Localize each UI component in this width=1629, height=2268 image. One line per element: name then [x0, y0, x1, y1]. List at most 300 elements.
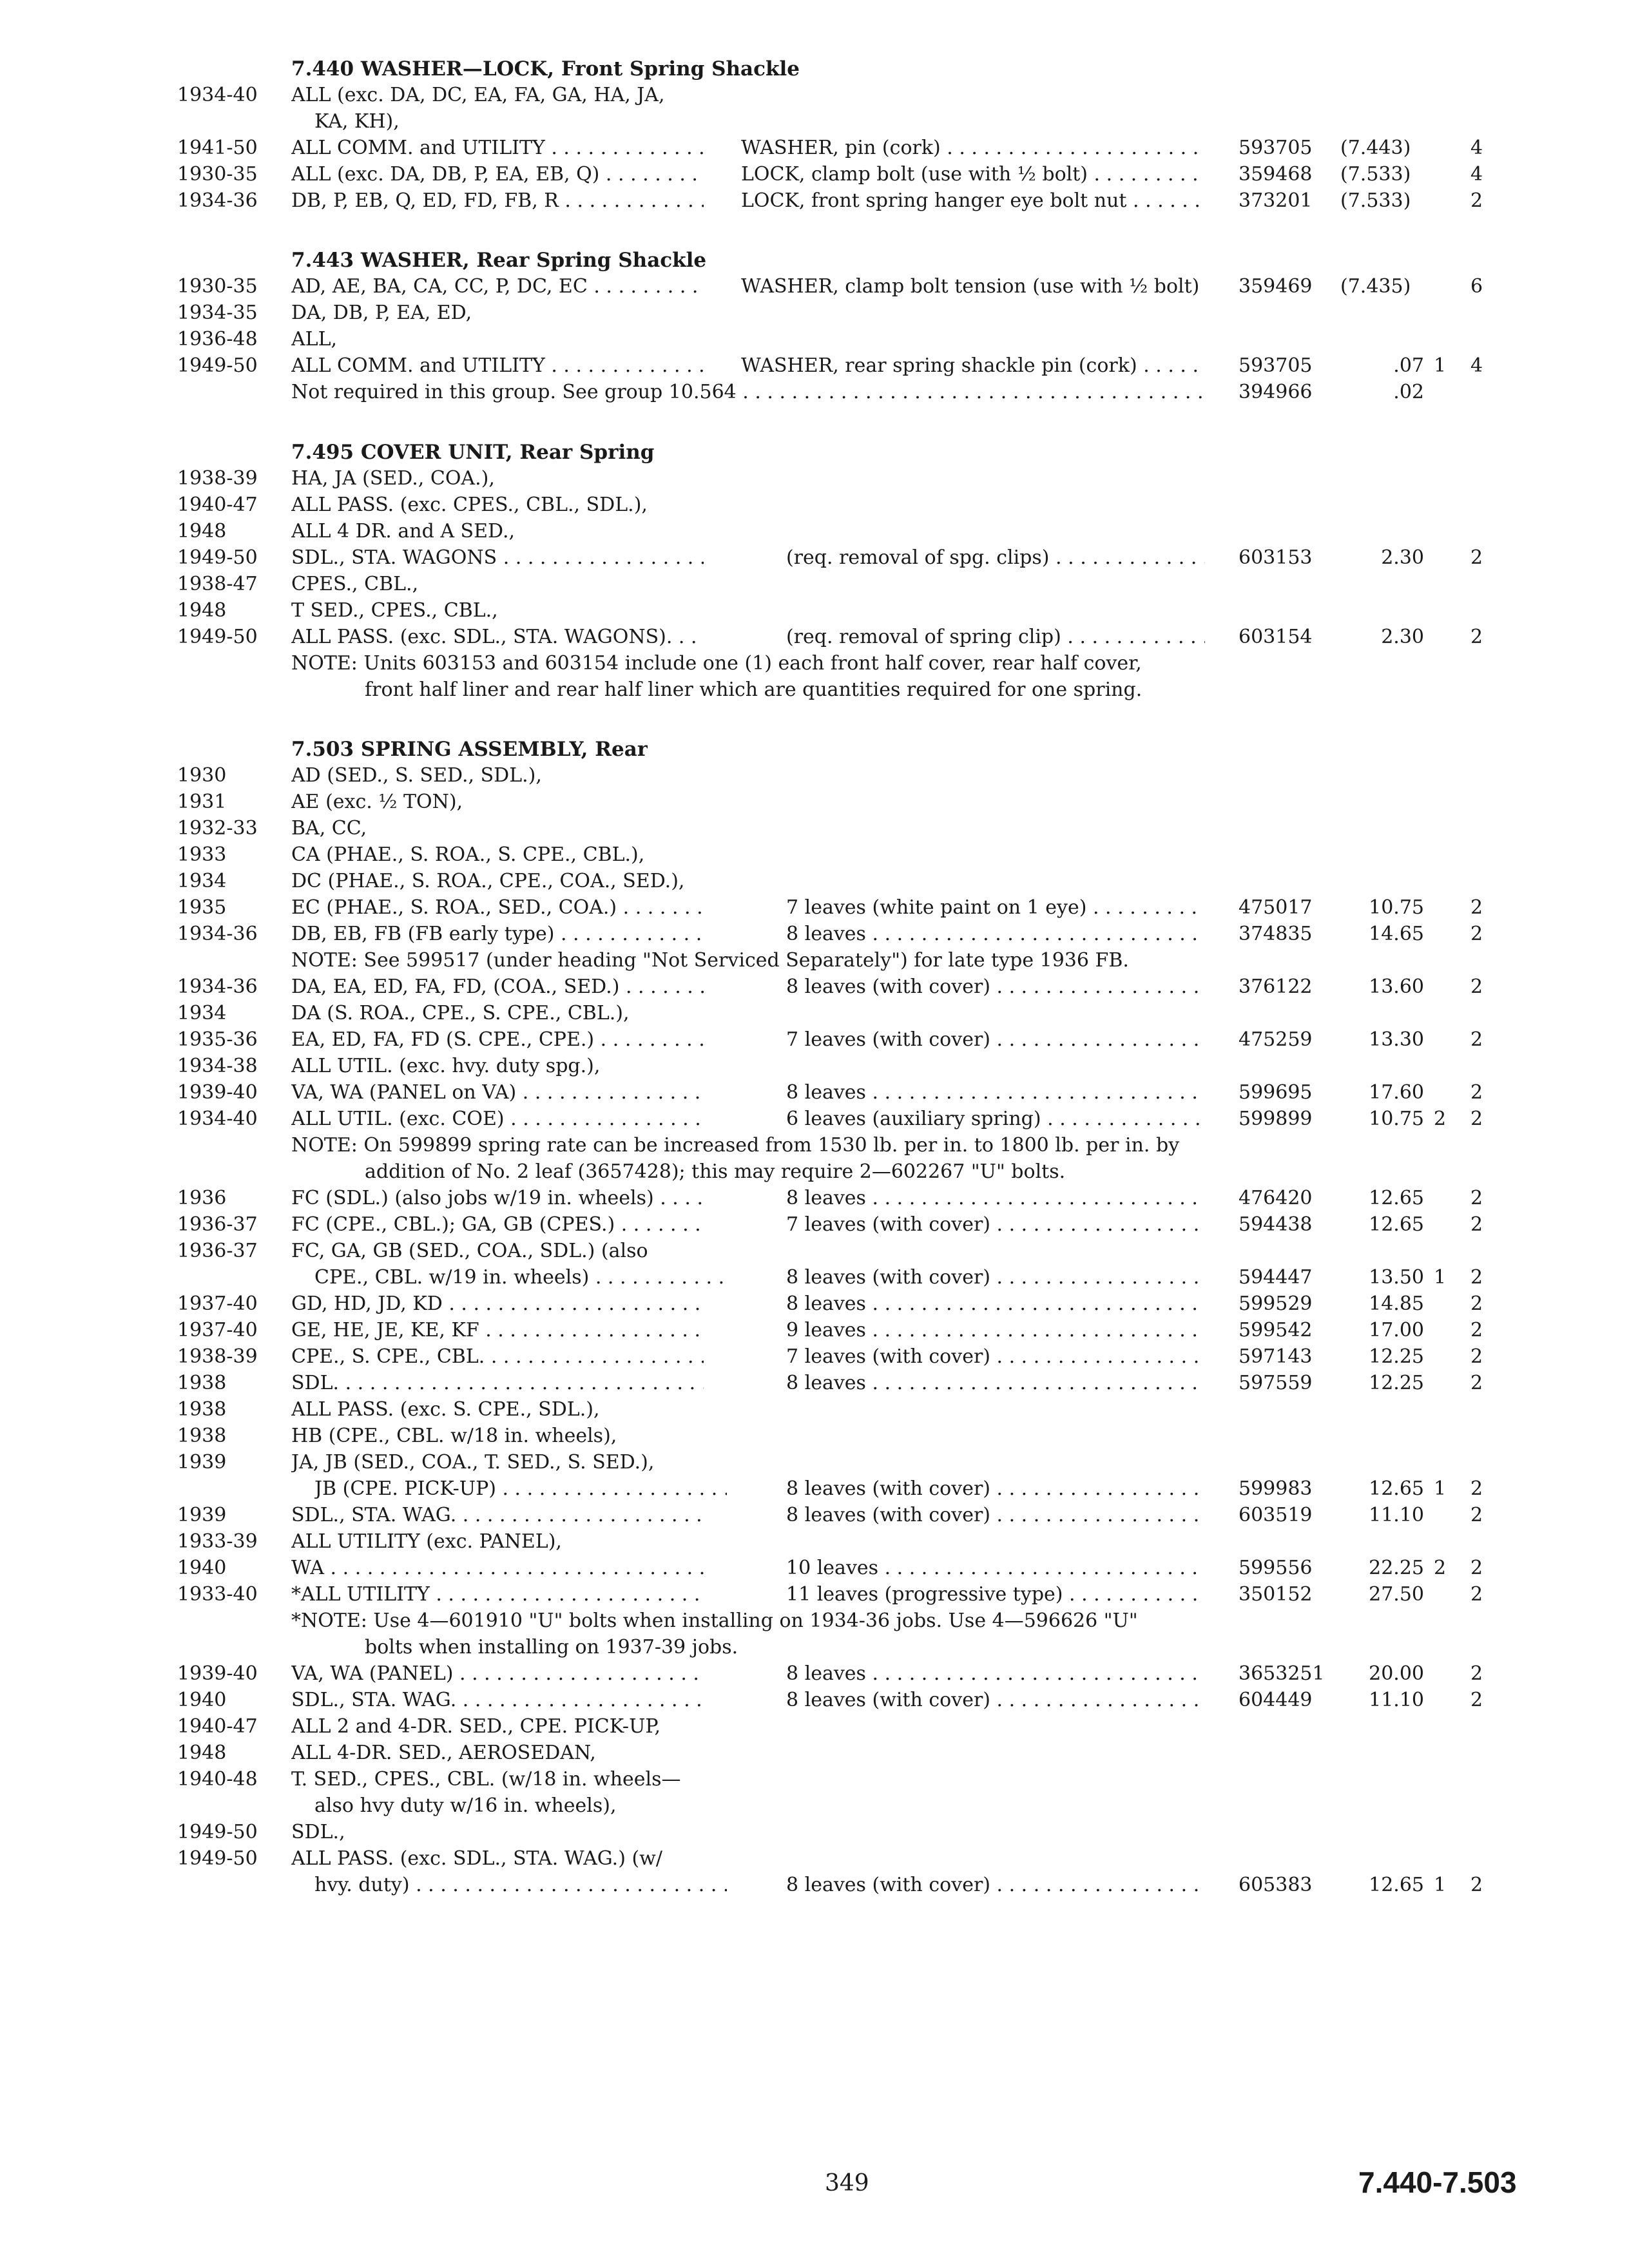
page-number: 349 — [825, 2170, 869, 2196]
part-number: 605383 — [1239, 1873, 1313, 1896]
catalog-row — [0, 947, 1629, 974]
model-year: 1934-36 — [177, 189, 258, 212]
model-applicability — [314, 1264, 727, 1291]
model-applicability — [291, 1713, 1000, 1740]
model-year: 1936-37 — [177, 1213, 258, 1236]
description-text: 10 leaves — [786, 1556, 879, 1579]
quantity-column-2: 2 — [1470, 975, 1483, 998]
catalog-row — [0, 677, 1629, 704]
part-number: 599899 — [1239, 1107, 1313, 1130]
description-text: WASHER, rear spring shackle pin (cork) — [741, 354, 1137, 378]
model-applicability — [291, 379, 1205, 406]
model-year: 1937-40 — [177, 1292, 258, 1315]
part-description — [786, 1106, 1205, 1133]
quantity-column-2: 2 — [1470, 1662, 1483, 1685]
description-text: 8 leaves (with cover) — [786, 1503, 990, 1526]
model-text: FC (CPE., CBL.); GA, GB (CPES.) — [291, 1213, 615, 1236]
model-applicability — [291, 1502, 704, 1529]
model-text: hvy. duty) — [314, 1873, 410, 1896]
model-applicability — [291, 1687, 704, 1714]
quantity-column-2: 2 — [1470, 1477, 1483, 1500]
part-number: 599556 — [1239, 1556, 1313, 1579]
catalog-row — [0, 1555, 1629, 1582]
catalog-row — [0, 1740, 1629, 1767]
list-price: 12.65 — [1369, 1477, 1424, 1500]
section-heading-text: 7.440 WASHER—LOCK, Front Spring Shackle — [291, 57, 800, 81]
list-price: 12.65 — [1369, 1186, 1424, 1209]
list-price: 14.65 — [1369, 922, 1424, 945]
model-text: DB, EB, FB (FB early type) — [291, 922, 555, 945]
list-price: 17.00 — [1369, 1318, 1424, 1341]
catalog-row — [0, 1026, 1629, 1053]
group-reference: (7.435) — [1340, 275, 1411, 298]
model-applicability — [291, 1079, 704, 1106]
list-price: 11.10 — [1369, 1503, 1424, 1526]
part-description — [786, 1502, 1205, 1529]
model-text: FC, GA, GB (SED., COA., SDL.) (also — [291, 1239, 648, 1262]
model-applicability — [291, 465, 1000, 492]
quantity-column-2: 2 — [1470, 189, 1483, 212]
catalog-row — [0, 82, 1629, 109]
model-text: AE (exc. ½ TON), — [291, 790, 463, 813]
note-text: NOTE: See 599517 (under heading "Not Serviced Separately") for late type 1936 FB. — [291, 948, 1129, 972]
catalog-row — [0, 1106, 1629, 1133]
model-year: 1949-50 — [177, 625, 258, 648]
catalog-row — [0, 1608, 1629, 1635]
model-text: HA, JA (SED., COA.), — [291, 466, 495, 490]
model-year: 1949-50 — [177, 1847, 258, 1870]
model-text: CA (PHAE., S. ROA., S. CPE., CBL.), — [291, 843, 645, 866]
model-year: 1938-39 — [177, 1345, 258, 1368]
quantity-column-2: 2 — [1470, 1371, 1483, 1394]
quantity-column-2: 2 — [1470, 625, 1483, 648]
catalog-row — [0, 1132, 1629, 1159]
model-text: CPE., S. CPE., CBL. — [291, 1345, 485, 1368]
model-applicability — [291, 1185, 704, 1212]
part-number: 603154 — [1239, 625, 1313, 648]
model-applicability — [291, 1423, 1000, 1450]
part-number: 373201 — [1239, 189, 1313, 212]
model-year: 1938 — [177, 1371, 227, 1394]
model-text: GE, HE, JE, KE, KF — [291, 1318, 479, 1341]
model-applicability — [291, 352, 704, 380]
model-year: 1934-35 — [177, 302, 258, 325]
quantity-column-1: 1 — [1434, 1477, 1447, 1500]
description-text: 8 leaves (with cover) — [786, 1873, 990, 1896]
model-applicability — [291, 492, 1000, 519]
part-description — [786, 624, 1205, 651]
description-text: (req. removal of spg. clips) — [786, 546, 1050, 569]
description-text: 8 leaves (with cover) — [786, 1477, 990, 1500]
model-year: 1948 — [177, 1741, 227, 1764]
catalog-row — [0, 1396, 1629, 1423]
model-applicability — [291, 624, 704, 651]
catalog-row — [0, 624, 1629, 651]
catalog-row — [0, 1079, 1629, 1106]
list-price: 13.60 — [1369, 975, 1424, 998]
model-text: AD (SED., S. SED., SDL.), — [291, 764, 542, 787]
quantity-column-2: 2 — [1470, 896, 1483, 919]
model-applicability — [291, 273, 704, 300]
part-description — [786, 1555, 1205, 1582]
quantity-column-2: 2 — [1470, 1582, 1483, 1606]
model-applicability — [291, 1581, 704, 1608]
part-description — [786, 1264, 1205, 1291]
catalog-row — [0, 326, 1629, 353]
description-text: 9 leaves — [786, 1318, 866, 1341]
model-text: DA, DB, P, EA, ED, — [291, 302, 472, 325]
model-applicability — [291, 1740, 1000, 1767]
model-text: also hvy duty w/16 in. wheels), — [314, 1794, 617, 1817]
catalog-row — [0, 894, 1629, 921]
part-description — [741, 161, 1205, 188]
model-year: 1934 — [177, 869, 227, 892]
model-year: 1938-39 — [177, 466, 258, 490]
model-text: GD, HD, JD, KD — [291, 1292, 443, 1315]
part-number: 603153 — [1239, 546, 1313, 569]
model-applicability — [291, 1449, 1000, 1476]
catalog-row — [0, 1423, 1629, 1450]
quantity-column-2: 2 — [1470, 1213, 1483, 1236]
model-applicability — [291, 841, 1000, 869]
catalog-row — [0, 1872, 1629, 1899]
quantity-column-2: 2 — [1470, 1503, 1483, 1526]
part-number: 475017 — [1239, 896, 1313, 919]
catalog-row — [0, 1053, 1629, 1080]
catalog-row — [0, 379, 1629, 406]
part-number: 476420 — [1239, 1186, 1313, 1209]
model-year: 1948 — [177, 519, 227, 543]
quantity-column-1: 2 — [1434, 1107, 1447, 1130]
catalog-row — [0, 1211, 1629, 1238]
model-text: ALL, — [291, 328, 338, 351]
model-text: SDL., STA. WAG. — [291, 1688, 457, 1711]
catalog-row — [0, 571, 1629, 598]
list-price: 20.00 — [1369, 1662, 1424, 1685]
catalog-row — [0, 1317, 1629, 1344]
catalog-row — [0, 273, 1629, 300]
description-text: (req. removal of spring clip) — [786, 625, 1061, 648]
quantity-column-2: 2 — [1470, 1107, 1483, 1130]
part-description — [741, 187, 1205, 215]
model-year: 1934-40 — [177, 1107, 258, 1130]
model-text: DB, P, EB, Q, ED, FD, FB, R — [291, 189, 559, 212]
part-number: 359468 — [1239, 163, 1313, 186]
list-price: 13.50 — [1369, 1265, 1424, 1289]
part-number: 597143 — [1239, 1345, 1313, 1368]
part-number: 594438 — [1239, 1213, 1313, 1236]
model-applicability — [314, 1475, 727, 1503]
model-year: 1940 — [177, 1556, 227, 1579]
description-text: 7 leaves (with cover) — [786, 1345, 990, 1368]
model-year: 1948 — [177, 599, 227, 622]
model-year: 1940-48 — [177, 1767, 258, 1791]
model-year: 1935-36 — [177, 1028, 258, 1051]
list-price: 12.65 — [1369, 1213, 1424, 1236]
part-description — [786, 1079, 1205, 1106]
list-price: 2.30 — [1381, 546, 1424, 569]
description-text: 8 leaves (with cover) — [786, 975, 990, 998]
catalog-row — [0, 352, 1629, 380]
model-year: 1936-48 — [177, 328, 258, 351]
model-year: 1940 — [177, 1688, 227, 1711]
list-price: 2.30 — [1381, 625, 1424, 648]
quantity-column-2: 2 — [1470, 1028, 1483, 1051]
description-text: 7 leaves (white paint on 1 eye) — [786, 896, 1087, 919]
list-price: 22.25 — [1369, 1556, 1424, 1579]
list-price: 12.25 — [1369, 1345, 1424, 1368]
model-text: HB (CPE., CBL. w/18 in. wheels), — [291, 1424, 617, 1447]
part-number: 359469 — [1239, 275, 1313, 298]
model-text: ALL 4-DR. SED., AEROSEDAN, — [291, 1741, 596, 1764]
list-price: 14.85 — [1369, 1292, 1424, 1315]
catalog-row — [0, 1185, 1629, 1212]
model-applicability — [291, 815, 1000, 842]
catalog-row — [0, 841, 1629, 869]
description-text: 7 leaves (with cover) — [786, 1028, 990, 1051]
part-number: 475259 — [1239, 1028, 1313, 1051]
model-year: 1931 — [177, 790, 227, 813]
part-number: 599542 — [1239, 1318, 1313, 1341]
catalog-row — [0, 1660, 1629, 1687]
quantity-column-2: 2 — [1470, 1186, 1483, 1209]
quantity-column-2: 4 — [1470, 354, 1483, 378]
quantity-column-2: 2 — [1470, 1318, 1483, 1341]
model-text: SDL. — [291, 1371, 340, 1394]
part-description — [786, 1185, 1205, 1212]
catalog-row — [0, 1687, 1629, 1714]
model-applicability — [291, 1000, 1000, 1027]
model-year: 1949-50 — [177, 546, 258, 569]
model-text: ALL PASS. (exc. SDL., STA. WAG.) (w/ — [291, 1847, 662, 1870]
model-text: ALL 2 and 4-DR. SED., CPE. PICK-UP, — [291, 1715, 660, 1738]
model-applicability — [291, 894, 704, 921]
catalog-row — [0, 108, 1629, 135]
model-year: 1939-40 — [177, 1662, 258, 1685]
list-price: 11.10 — [1369, 1688, 1424, 1711]
catalog-row — [0, 1634, 1629, 1661]
catalog-row — [0, 762, 1629, 789]
model-year: 1934-40 — [177, 84, 258, 106]
model-applicability — [291, 1766, 1000, 1793]
model-applicability — [291, 1053, 1000, 1080]
part-description — [786, 1317, 1205, 1344]
model-year: 1933 — [177, 843, 227, 866]
model-year: 1939-40 — [177, 1081, 258, 1104]
description-text: WASHER, pin (cork) — [741, 137, 941, 159]
model-text: ALL PASS. (exc. CPES., CBL., SDL.), — [291, 493, 648, 516]
quantity-column-2: 2 — [1470, 1556, 1483, 1579]
part-description — [741, 352, 1205, 380]
model-applicability — [291, 571, 1000, 598]
catalog-row — [0, 921, 1629, 948]
part-description — [786, 1581, 1205, 1608]
description-text: 8 leaves — [786, 1371, 866, 1394]
model-text: DA (S. ROA., CPE., S. CPE., CBL.), — [291, 1001, 630, 1024]
list-price: 10.75 — [1369, 1107, 1424, 1130]
model-year: 1930 — [177, 764, 227, 787]
model-applicability — [291, 974, 704, 1001]
section-heading-text: 7.503 SPRING ASSEMBLY, Rear — [291, 737, 648, 761]
quantity-column-2: 4 — [1470, 163, 1483, 186]
quantity-column-2: 4 — [1470, 137, 1483, 159]
description-text: 7 leaves (with cover) — [786, 1213, 990, 1236]
group-reference: (7.443) — [1340, 137, 1411, 159]
catalog-row — [0, 1449, 1629, 1476]
model-text: KA, KH), — [314, 110, 400, 133]
part-description — [741, 135, 1205, 162]
model-text: DC (PHAE., S. ROA., CPE., COA., SED.), — [291, 869, 685, 892]
note-text: front half liner and rear half liner which are quantities required for one spring. — [365, 678, 1142, 701]
catalog-row — [0, 1845, 1629, 1872]
catalog-row — [0, 789, 1629, 816]
model-applicability — [291, 135, 704, 162]
quantity-column-2: 2 — [1470, 1292, 1483, 1315]
list-price: 10.75 — [1369, 896, 1424, 919]
model-applicability — [291, 1317, 704, 1344]
catalog-row — [0, 1766, 1629, 1793]
model-text: EA, ED, FA, FD (S. CPE., CPE.) — [291, 1028, 595, 1051]
part-description — [786, 1026, 1205, 1053]
catalog-row — [0, 597, 1629, 624]
catalog-row — [0, 492, 1629, 519]
catalog-row — [0, 1291, 1629, 1318]
catalog-row — [0, 1343, 1629, 1370]
list-price: 27.50 — [1369, 1582, 1424, 1606]
model-text: CPE., CBL. w/19 in. wheels) — [314, 1265, 590, 1289]
part-number: 604449 — [1239, 1688, 1313, 1711]
model-text: ALL PASS. (exc. S. CPE., SDL.), — [291, 1398, 600, 1421]
model-text: ALL PASS. (exc. SDL., STA. WAGONS). — [291, 625, 673, 648]
model-year: 1935 — [177, 896, 227, 919]
part-number: 394966 — [1239, 381, 1313, 404]
description-text: 8 leaves — [786, 1186, 866, 1209]
model-applicability — [291, 762, 1000, 789]
model-text: JA, JB (SED., COA., T. SED., S. SED.), — [291, 1450, 655, 1474]
note-text: NOTE: On 599899 spring rate can be increased from 1530 lb. per in. to 1800 lb. per in. by — [291, 1133, 1180, 1157]
part-number: 599695 — [1239, 1081, 1313, 1104]
model-text: ALL UTILITY (exc. PANEL), — [291, 1530, 562, 1553]
description-text: 8 leaves — [786, 1292, 866, 1315]
part-description — [786, 974, 1205, 1001]
note-text: NOTE: Units 603153 and 603154 include one (1) each front half cover, rear half cover, — [291, 651, 1142, 675]
model-applicability — [291, 1343, 704, 1370]
catalog-row — [0, 650, 1629, 677]
model-year: 1949-50 — [177, 1820, 258, 1843]
quantity-column-2: 6 — [1470, 275, 1483, 298]
model-year: 1949-50 — [177, 354, 258, 378]
model-text: *ALL UTILITY — [291, 1582, 430, 1606]
quantity-column-1: 2 — [1434, 1556, 1447, 1579]
part-description — [741, 273, 1205, 300]
catalog-row — [0, 1581, 1629, 1608]
model-text: JB (CPE. PICK-UP) — [314, 1477, 496, 1500]
model-applicability — [291, 1026, 704, 1053]
description-text: 8 leaves — [786, 1081, 866, 1104]
catalog-row — [0, 465, 1629, 492]
model-applicability — [291, 544, 704, 572]
catalog-row — [0, 161, 1629, 188]
part-description — [786, 921, 1205, 948]
model-year: 1938-47 — [177, 572, 258, 595]
model-year: 1930-35 — [177, 163, 258, 186]
part-number: 603519 — [1239, 1503, 1313, 1526]
model-text: Not required in this group. See group 10.564 — [291, 381, 737, 404]
part-number: 594447 — [1239, 1265, 1313, 1289]
model-year: 1934-36 — [177, 922, 258, 945]
quantity-column-1: 1 — [1434, 1873, 1447, 1896]
model-applicability — [291, 1211, 704, 1238]
description-text: 6 leaves (auxiliary spring) — [786, 1107, 1041, 1130]
catalog-row — [0, 815, 1629, 842]
model-year: 1930-35 — [177, 275, 258, 298]
catalog-row — [0, 1475, 1629, 1503]
model-year: 1939 — [177, 1450, 227, 1474]
list-price: 17.60 — [1369, 1081, 1424, 1104]
model-year: 1933-39 — [177, 1530, 258, 1553]
part-number: 376122 — [1239, 975, 1313, 998]
model-text: ALL (exc. DA, DC, EA, FA, GA, HA, JA, — [291, 84, 665, 106]
description-text: 11 leaves (progressive type) — [786, 1582, 1063, 1606]
model-text: WA — [291, 1556, 325, 1579]
model-applicability — [291, 187, 704, 215]
model-applicability — [291, 1528, 1000, 1555]
note-text: bolts when installing on 1937-39 jobs. — [365, 1635, 738, 1658]
model-applicability — [314, 108, 1023, 135]
model-text: ALL UTIL. (exc. COE) — [291, 1107, 505, 1130]
section-heading-text: 7.443 WASHER, Rear Spring Shackle — [291, 249, 707, 273]
catalog-row — [0, 187, 1629, 215]
section-heading — [0, 247, 1629, 274]
model-applicability — [291, 300, 1000, 327]
group-range: 7.440-7.503 — [1358, 2166, 1517, 2199]
model-text: ALL (exc. DA, DB, P, EA, EB, Q) — [291, 163, 600, 186]
note-text: addition of No. 2 leaf (3657428); this may require 2—602267 "U" bolts. — [365, 1160, 1066, 1183]
model-text: DA, EA, ED, FA, FD, (COA., SED.) — [291, 975, 620, 998]
model-applicability — [291, 1555, 704, 1582]
part-description — [786, 1687, 1205, 1714]
catalog-row — [0, 135, 1629, 162]
quantity-column-2: 2 — [1470, 546, 1483, 569]
model-text: SDL., — [291, 1820, 345, 1843]
part-description — [786, 1211, 1205, 1238]
part-description — [786, 1370, 1205, 1397]
model-text: SDL., STA. WAGONS — [291, 546, 497, 569]
catalog-row — [0, 1158, 1629, 1186]
model-text: ALL UTIL. (exc. hvy. duty spg.), — [291, 1054, 601, 1077]
catalog-row — [0, 1502, 1629, 1529]
description-text: 8 leaves (with cover) — [786, 1265, 990, 1289]
group-reference: (7.533) — [1340, 163, 1411, 186]
note-text: *NOTE: Use 4—601910 "U" bolts when installing on 1934-36 jobs. Use 4—596626 "U" — [291, 1609, 1138, 1632]
model-year: 1934-36 — [177, 975, 258, 998]
list-price: 13.30 — [1369, 1028, 1424, 1051]
model-text: SDL., STA. WAG. — [291, 1503, 457, 1526]
section-heading — [0, 439, 1629, 466]
catalog-row — [0, 1000, 1629, 1027]
quantity-column-2: 2 — [1470, 922, 1483, 945]
model-applicability — [291, 921, 704, 948]
quantity-column-2: 2 — [1470, 1873, 1483, 1896]
model-year: 1938 — [177, 1398, 227, 1421]
model-applicability — [291, 1845, 1000, 1872]
model-year: 1934-38 — [177, 1054, 258, 1077]
description-text: WASHER, clamp bolt tension (use with ½ bolt) — [741, 275, 1200, 298]
part-description — [786, 1660, 1205, 1687]
model-applicability — [291, 1370, 704, 1397]
group-reference: (7.533) — [1340, 189, 1411, 212]
section-heading — [0, 55, 1629, 82]
